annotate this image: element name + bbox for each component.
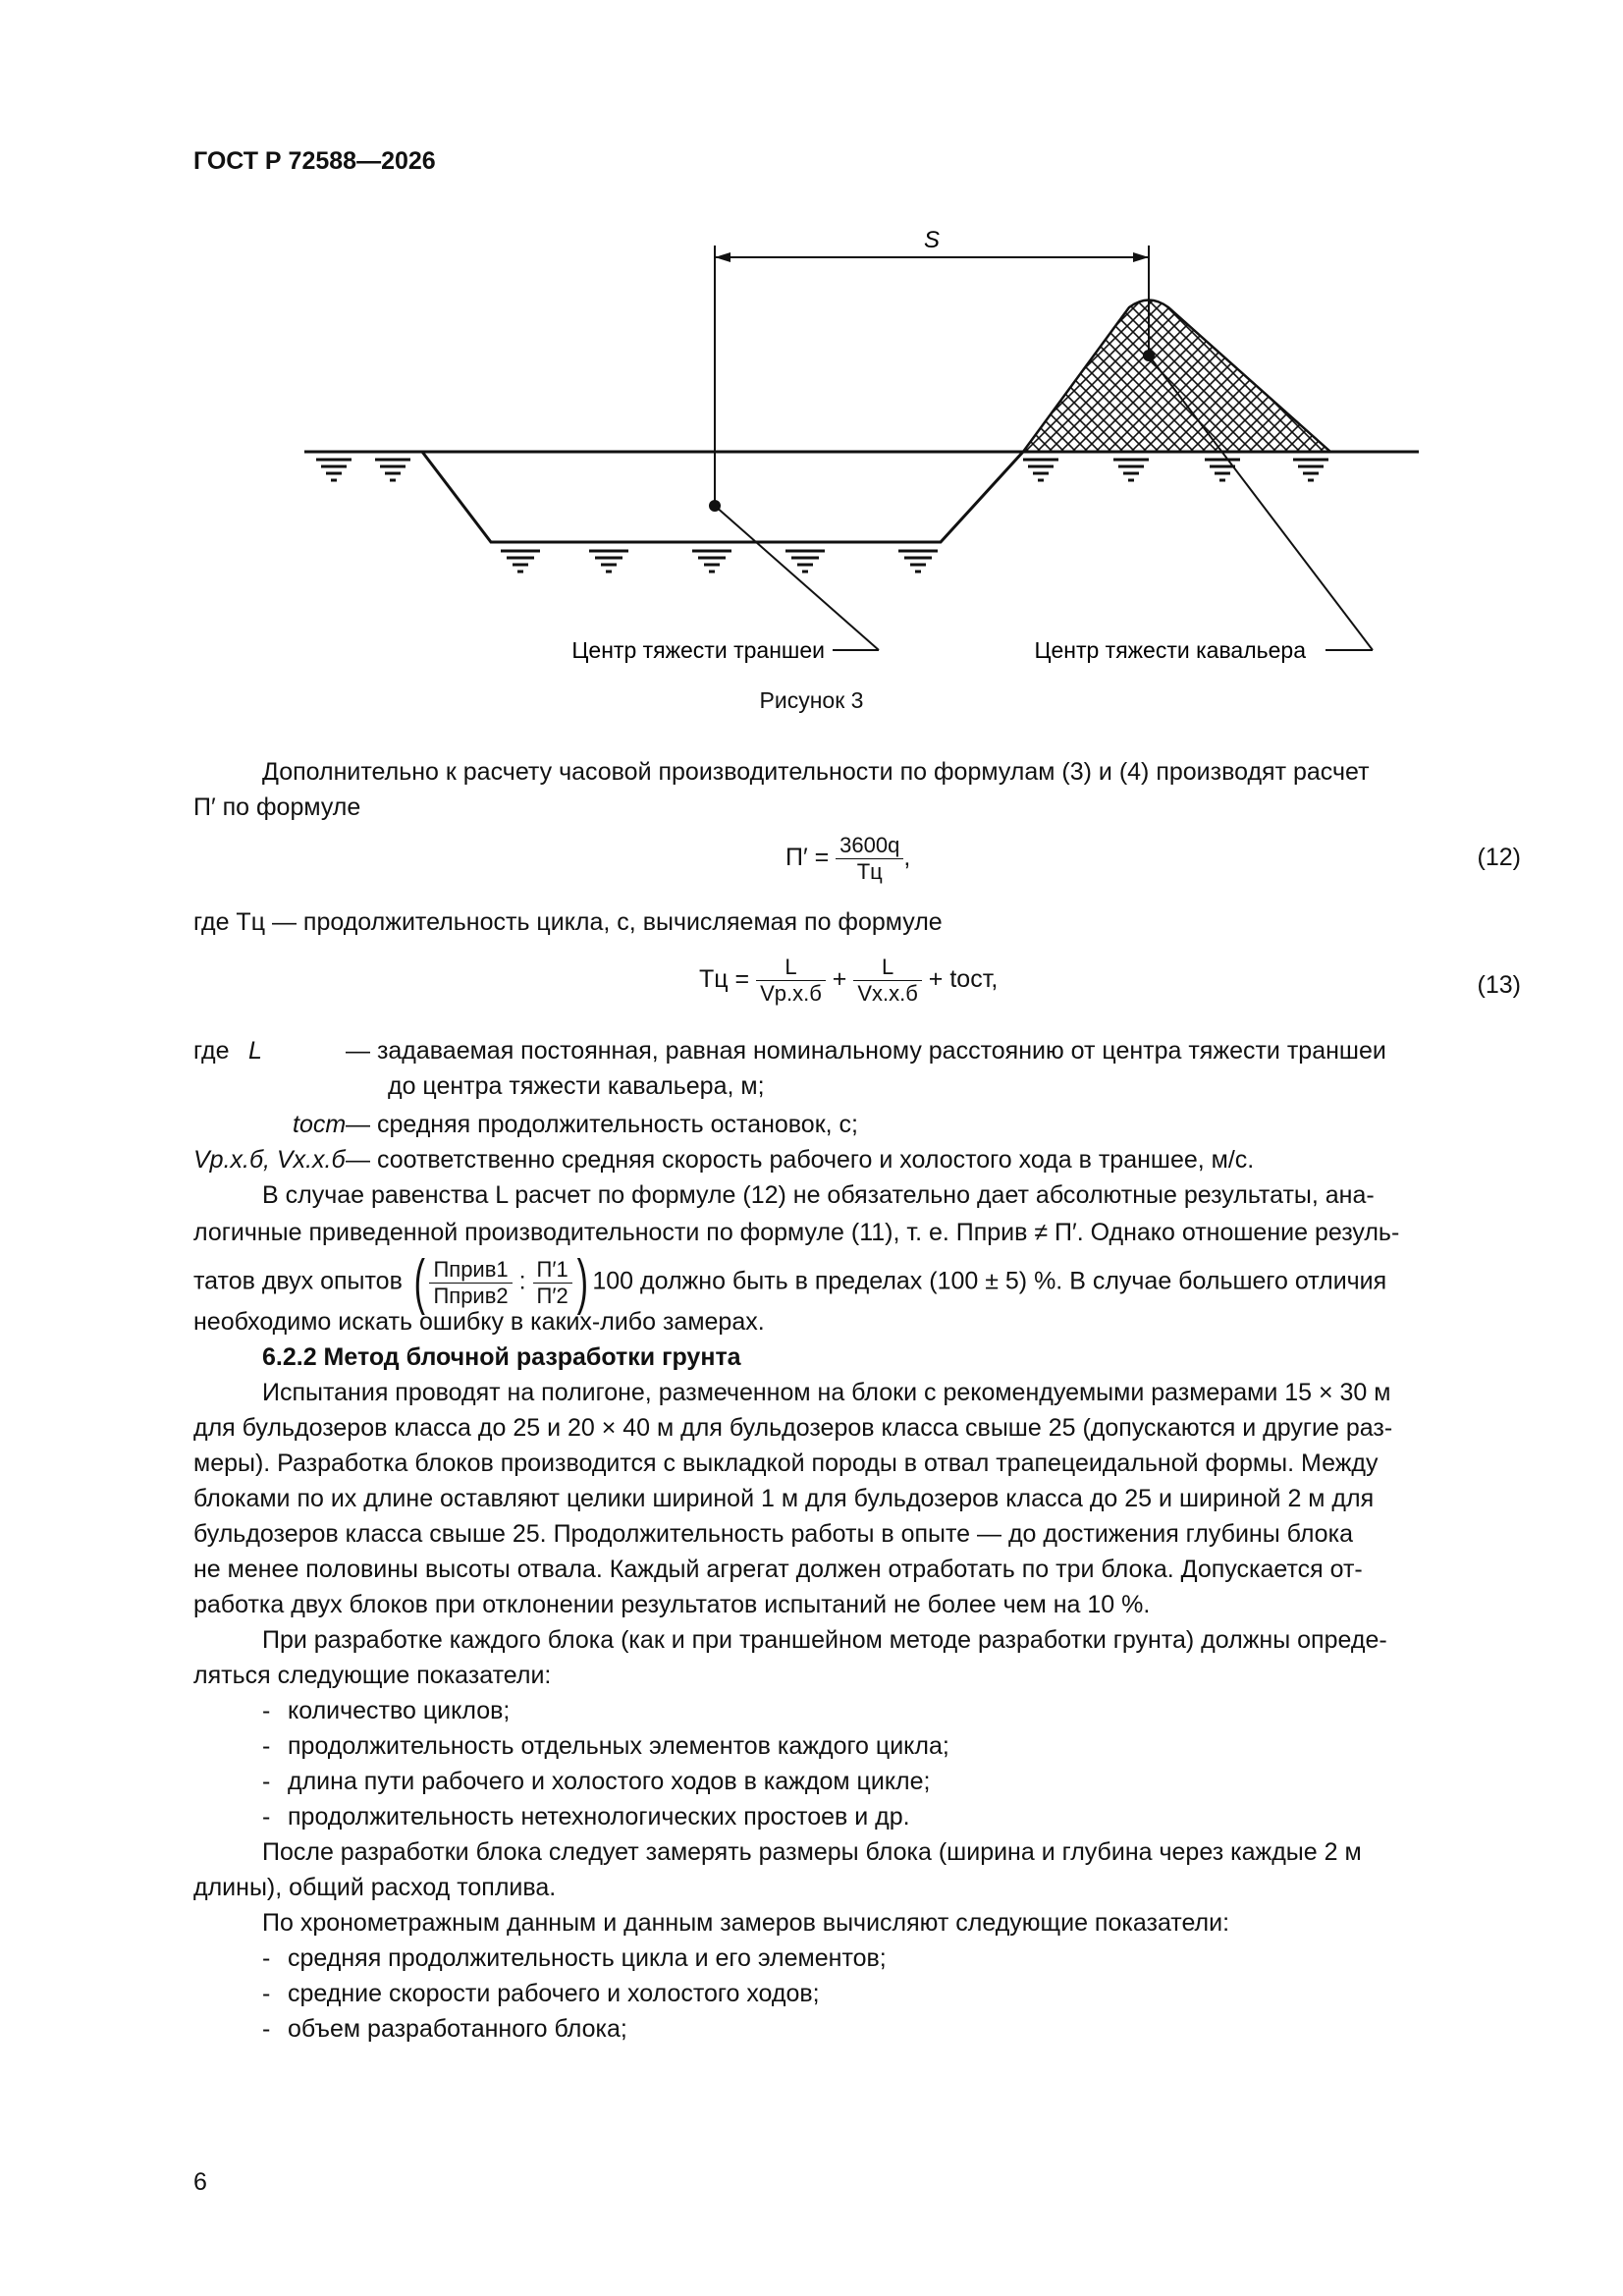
symbol-tost: tост [293,1111,347,1138]
list-item: средняя продолжительность цикла и его элементов; [288,1944,887,1972]
symbol-L: L [248,1037,262,1065]
list-item: средние скорости рабочего и холостого ходов; [288,1980,820,2007]
paragraph-line: необходимо искать ошибку в каких-либо замерах. [193,1308,765,1336]
list-bullet: - [262,1944,271,1972]
list-bullet: - [262,1803,271,1831]
formula-number: (13) [1477,971,1521,999]
where-line: где Tц — продолжительность цикла, с, вычисляемая по формуле [193,908,943,936]
paragraph-line: длины), общий расход топлива. [193,1874,557,1901]
list-item: длина пути рабочего и холостого ходов в каждом цикле; [288,1768,931,1795]
where-word: где [193,1037,230,1065]
paragraph-line: При разработке каждого блока (как и при траншейном методе разработки грунта) должны опреде- [262,1626,1387,1654]
figure-caption: Рисунок 3 [759,687,864,713]
trench-cavalier-diagram [285,226,1443,678]
definition: — средняя продолжительность остановок, с; [346,1111,858,1138]
list-bullet: - [262,1980,271,2007]
cavalier-center-label: Центр тяжести кавальера [1034,637,1306,663]
paragraph-line: По хронометражным данным и данным замеров вычисляют следующие показатели: [262,1909,1230,1937]
list-bullet: - [262,1732,271,1760]
soil-symbols [316,460,1328,572]
paragraph-line: П′ по формуле [193,793,361,821]
symbol-V: Vр.х.б, Vх.х.б [193,1146,346,1174]
dimension-label: S [923,227,941,253]
paragraph-line: для бульдозеров класса до 25 и 20 × 40 м для бульдозеров класса свыше 25 (допускаются и другие раз- [193,1414,1393,1442]
paragraph-line: блоками по их длине оставляют целики шириной 1 м для бульдозеров класса до 25 и шириной 2 м для [193,1485,1375,1512]
paragraph-line: логичные приведенной производительности по формуле (11), т. е. Пприв ≠ П′. Однако отношение резуль- [193,1219,1400,1246]
paragraph-line: ляться следующие показатели: [193,1662,552,1689]
paragraph-line-with-ratio: татов двух опытов ( $\frac{\text{Пприв1}}{\text{Пприв2}}$ : $\frac{П'1}{П'2}$ ) 100 должно быть в пределах (100 ± 5) %. В случае большего отличия [193,1248,1387,1316]
formula-13: Tц = $\frac{L}{Vр.х.б}$ + $\frac{L}{Vх.х.б}$ + tост, [699,955,999,1006]
cavalier-mound [1023,301,1330,453]
trench-center-label: Центр тяжести траншеи [571,637,825,663]
paragraph-line: работка двух блоков при отклонении результатов испытаний не более чем на 10 %. [193,1591,1151,1618]
section-title: 6.2.2 Метод блочной разработки грунта [262,1343,741,1371]
trench-profile [422,452,1023,542]
formula-number: (12) [1477,844,1521,871]
definition: — задаваемая постоянная, равная номинальному расстоянию от центра тяжести траншеи [346,1037,1386,1065]
list-item: продолжительность нетехнологических простоев и др. [288,1803,910,1831]
paragraph-line: меры). Разработка блоков производится с выкладкой породы в отвал трапецеидальной формы. Между [193,1449,1379,1477]
definition: — соответственно средняя скорость рабочего и холостого хода в траншее, м/с. [346,1146,1255,1174]
paragraph-line: В случае равенства L расчет по формуле (12) не обязательно дает абсолютные результаты, ана- [262,1181,1375,1209]
paragraph-line: бульдозеров класса свыше 25. Продолжительность работы в опыте — до достижения глубины блока [193,1520,1353,1548]
formula-12: П′ = $\frac{3600q}{Tц}$ , [785,833,911,884]
page-number: 6 [193,2168,207,2196]
list-item: количество циклов; [288,1697,511,1724]
list-bullet: - [262,2015,271,2043]
paragraph-line: Испытания проводят на полигоне, размеченном на блоки с рекомендуемыми размерами 15 × 30 м [262,1379,1391,1406]
list-item: продолжительность отдельных элементов каждого цикла; [288,1732,949,1760]
document-header: ГОСТ Р 72588—2026 [193,147,436,175]
paragraph-line: После разработки блока следует замерять размеры блока (ширина и глубина через каждые 2 м [262,1838,1362,1866]
definition: до центра тяжести кавальера, м; [388,1072,765,1100]
list-item: объем разработанного блока; [288,2015,627,2043]
list-bullet: - [262,1697,271,1724]
paragraph-line: не менее половины высоты отвала. Каждый агрегат должен отработать по три блока. Допускается от- [193,1556,1363,1583]
paragraph-line: Дополнительно к расчету часовой производительности по формулам (3) и (4) производят расчет [262,758,1370,786]
list-bullet: - [262,1768,271,1795]
